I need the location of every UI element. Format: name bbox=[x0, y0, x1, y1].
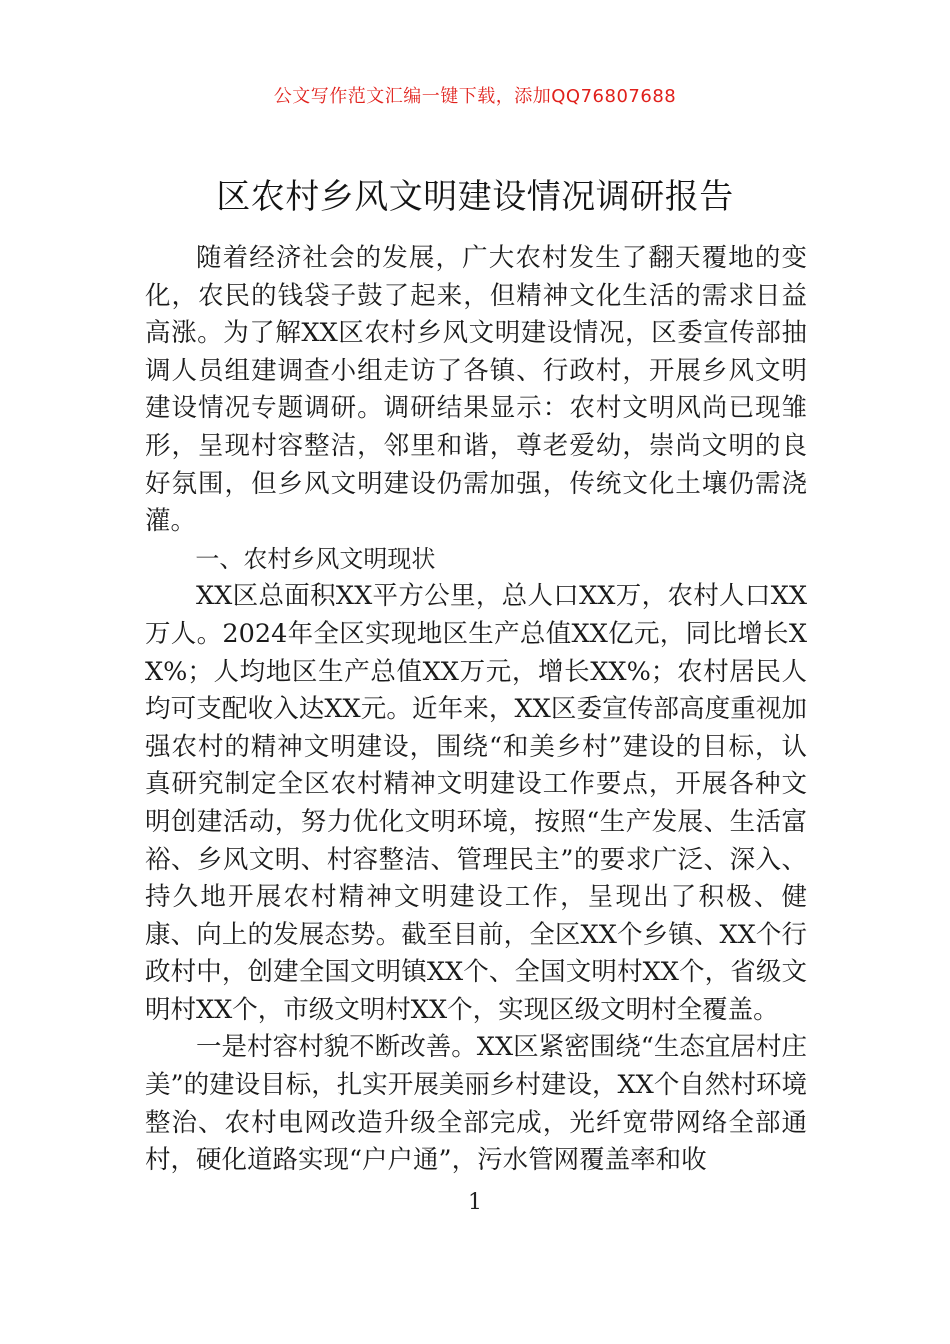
document-title: 区农村乡风文明建设情况调研报告 bbox=[216, 177, 734, 217]
section-heading: 一、农村乡风文明现状 bbox=[195, 544, 436, 573]
document-body bbox=[145, 240, 807, 1180]
status-paragraph: XX区总面积XX平方公里，总人口XX万，农村人口XX万人。2024年全区实现地区生产总值XX亿元，同比增长XX%；人均地区生产总值XX万元，增长XX%；农村居民人均可支配收入达XX元。近年来，XX区委宣传部高度重视加强农村的精神文明建设，围绕“和美乡村”建设的目标，认真研究制定全区农村精神文明建设工作要点，开展各种文明创建活动，努力优化文明环境，按照“生产发展、生活富裕、乡风文明、村容整洁、管理民主”的要求广泛、深入、持久地开展农村精神文明建设工作，呈现出了积极、健康、向上的发展态势。截至目前，全区XX个乡镇、XX个行政村中，创建全国文明镇XX个、全国文明村XX个，省级文明村XX个，市级文明村XX个，实现区级文明村全覆盖。 bbox=[145, 581, 807, 1025]
village-appearance-paragraph: 一是村容村貌不断改善。XX区紧密围绕“生态宜居村庄美”的建设目标，扎实开展美丽乡村建设，XX个自然村环境整治、农村电网改造升级全部完成，光纤宽带网络全部通村，硬化道路实现“户户通”，污水管网覆盖率和收 bbox=[145, 1032, 807, 1176]
intro-paragraph: 随着经济社会的发展，广大农村发生了翻天覆地的变化，农民的钱袋子鼓了起来，但精神文化生活的需求日益高涨。为了解XX区农村乡风文明建设情况，区委宣传部抽调人员组建调查小组走访了各镇、行政村，开展乡风文明建设情况专题调研。调研结果显示：农村文明风尚已现雏形，呈现村容整洁，邻里和谐，尊老爱幼，崇尚文明的良好氛围，但乡风文明建设仍需加强，传统文化土壤仍需浇灌。 bbox=[145, 243, 807, 537]
promo-header-text: 公文写作范文汇编一键下载，添加QQ76807688 bbox=[273, 86, 677, 107]
page-number: 1 bbox=[468, 1190, 482, 1215]
